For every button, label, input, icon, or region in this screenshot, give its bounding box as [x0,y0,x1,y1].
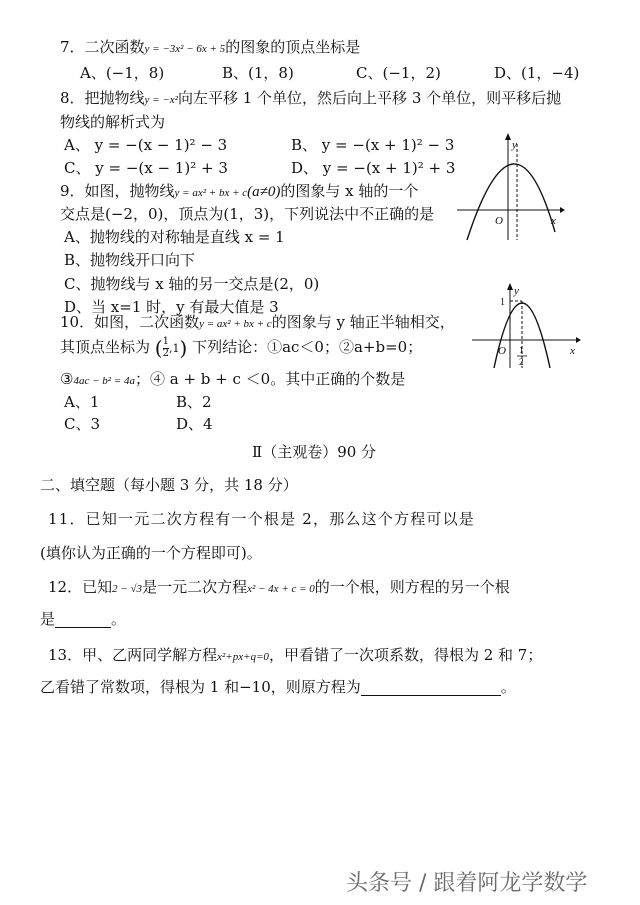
q12-stem: 12．已知2 − √3是一元二次方程x² − 4x + c = 0的一个根，则方程的另一个根 [48,578,510,596]
q10-tick-y: 1 [500,297,505,308]
q8-option-a: A、 y = −(x − 1)² − 3 [64,136,228,154]
q8-option-d: D、 y = −(x + 1)² + 3 [291,159,456,177]
q10-x-label: x [570,345,575,357]
q10-vertex-x: $\frac{1}{2}$ [162,336,169,359]
section-title: Ⅱ（主观卷）90 分 [252,443,377,461]
q10-tick-x-den: 2 [519,357,524,367]
q10-origin-label: O [498,345,506,357]
q10-tick-x-num: 1 [519,345,524,355]
q10-option-b: B、2 [176,393,212,411]
q7-option-d: D、(1，−4) [494,64,580,82]
q7-option-c: C、(−1，2) [356,64,441,82]
q8-option-b: B、 y = −(x + 1)² − 3 [291,136,455,154]
q11-stem-line2: (填你认为正确的一个方程即可)。 [40,544,262,562]
q9-y-axis-arrow [505,133,511,140]
q9-option-d: D、当 x=1 时，y 有最大值是 3 [64,298,279,316]
q9-option-b: B、抛物线开口向下 [64,251,196,269]
q9-option-c: C、抛物线与 x 轴的另一交点是(2，0) [64,275,320,293]
q13-stem: 13．甲、乙两同学解方程x²+px+q=0，甲看错了一次项系数，得根为 2 和 7； [48,646,543,664]
q10-option-d: D、4 [176,415,213,433]
q12-answer-blank[interactable] [55,612,111,628]
q11-stem: 11．已知一元二次方程有一个根是 2，那么这个方程可以是 [48,510,476,528]
q12-stem-line2: 是 。 [40,610,127,628]
q9-option-a: A、抛物线的对称轴是直线 x = 1 [64,228,285,246]
q10-stem-line2: 其顶点坐标为 ( $\frac{1}{2}$ ,1) 下列结论：①ac＜0；②a+b=0； [60,336,423,360]
q9-parabola-curve [467,164,555,240]
q10-option-a: A、1 [64,393,100,411]
q9-stem: 9．如图，抛物线y = ax² + bx + c(a≠0)的图象与 x 轴的一个 [60,182,419,200]
q10-parabola-graph [470,282,582,370]
q9-y-label: y [512,139,517,151]
q10-y-label: y [514,285,519,297]
q13-stem-line2: 乙看错了常数项，得根为 1 和−10，则原方程为 。 [40,678,516,696]
q9-origin-label: O [495,215,503,227]
watermark: 头条号 / 跟着阿龙学数学 [346,871,588,896]
q8-option-c: C、 y = −(x − 1)² + 3 [64,159,228,177]
q10-option-c: C、3 [64,415,101,433]
q7-stem: 7．二次函数y = −3x² − 6x + 5的图象的顶点坐标是 [60,38,361,56]
q10-x-axis-arrow [576,337,581,343]
q8-stem: 8．把抛物线y = −x²向左平移 1 个单位，然后向上平移 3 个单位，则平移后抛 [60,89,562,107]
q9-stem-line2: 交点是(−2，0)，顶点为(1，3)，下列说法中不正确的是 [60,205,435,223]
q7-option-a: A、(−1，8) [80,64,165,82]
q10-stem-line3: ③4ac − b² = 4a；④ a + b + c ＜0。其中正确的个数是 [60,370,406,388]
q7-option-b: B、(1，8) [222,64,294,82]
q10-stem: 10．如图，二次函数y = ax² + bx + c的图象与 y 轴正半轴相交， [60,313,455,331]
q13-answer-blank[interactable] [361,680,501,696]
section-heading: 二、填空题（每小题 3 分，共 18 分） [40,476,298,494]
q10-y-axis-arrow [507,283,513,290]
q9-x-axis-arrow [560,207,565,213]
q8-stem-line2: 物线的解析式为 [60,113,166,131]
q9-x-label: x [551,215,556,227]
q9-parabola-graph [455,132,565,242]
